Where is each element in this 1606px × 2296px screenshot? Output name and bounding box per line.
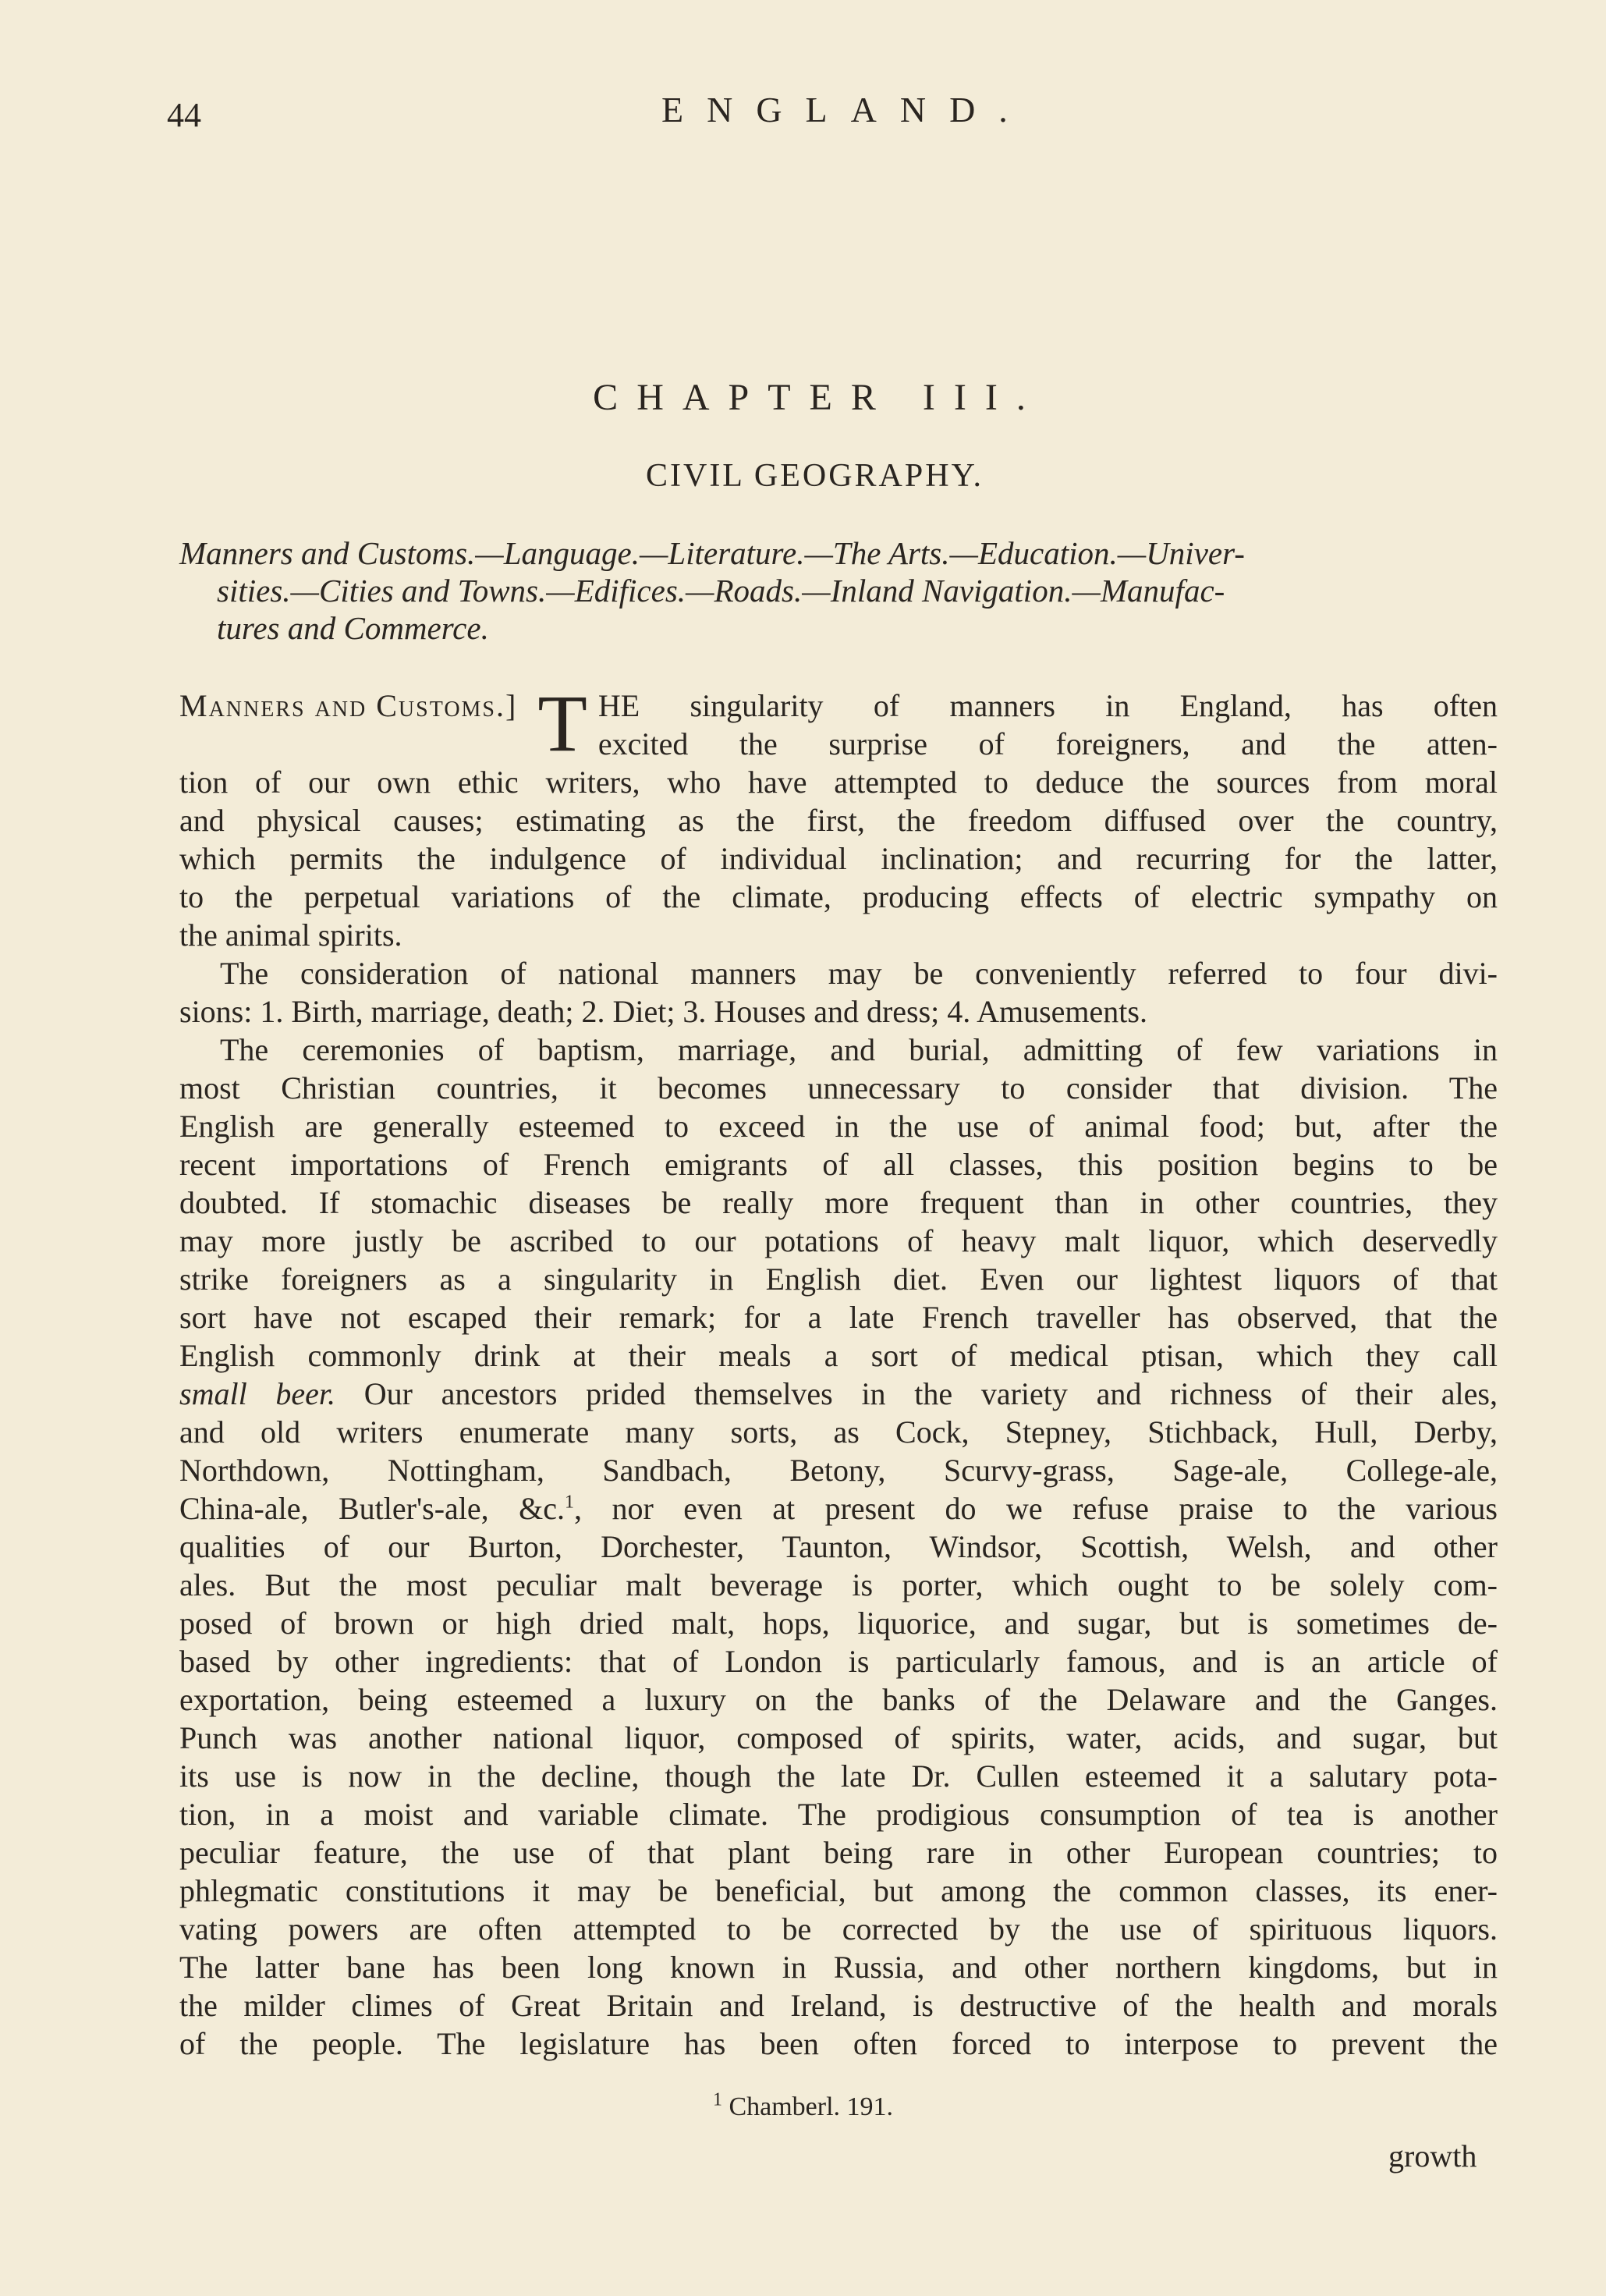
text-line: strike foreigners as a singularity in English diet. Even our lightest liquors of that [179,1262,1498,1297]
text-run: China-ale, Butler's-ale, &c. [179,1491,565,1526]
catchword: growth [1388,2138,1477,2174]
summary-line: Manners and Customs.—Language.—Literature.—The Arts.—Education.—Univer- [179,535,1245,571]
page-number: 44 [167,96,201,134]
running-head: ENGLAND. [661,90,1031,130]
footnote-reference: 1 [565,1492,574,1513]
text-line: peculiar feature, the use of that plant being rare in other European countries; to [179,1835,1498,1870]
text-line: of the people. The legislature has been often forced to interpose to prevent the [179,2026,1498,2061]
chapter-title: CIVIL GEOGRAPHY. [645,458,984,494]
text-line [179,1375,1498,1413]
text-line: HE singularity of manners in England, has often [597,688,1498,723]
text-line: based by other ingredients: that of London is particularly famous, and is an article of [179,1644,1498,1679]
section-sidehead: Manners and Customs.] [179,688,518,723]
italic-term: small beer. [179,1376,336,1411]
text-line: The consideration of national manners may be conveniently referred to four divi- [220,956,1498,991]
text-line: The latter bane has been long known in Russia, and other northern kingdoms, but in [179,1950,1498,1985]
body-text [179,679,1498,2063]
text-line: most Christian countries, it becomes unnecessary to consider that division. The [179,1070,1498,1105]
text-line: doubted. If stomachic diseases be really more frequent than in other countries, they [179,1185,1498,1220]
opening-paragraph [179,679,1498,954]
footnote-marker: 1 [712,2089,722,2110]
text-line: tion, in a moist and variable climate. The prodigious consumption of tea is another [179,1797,1498,1832]
summary-line: tures and Commerce. [217,610,489,646]
text-line: The ceremonies of baptism, marriage, and burial, admitting of few variations in [220,1032,1498,1067]
text-line: English commonly drink at their meals a sort of medical ptisan, which they call [179,1338,1498,1373]
text-line: recent importations of French emigrants of all classes, this position begins to be [179,1147,1498,1182]
text-line: posed of brown or high dried malt, hops, liquorice, and sugar, but is sometimes de- [179,1606,1498,1641]
text-run: , nor even at present do we refuse praise to the various [574,1491,1498,1526]
text-line: phlegmatic constitutions it may be beneficial, but among the common classes, its ener- [179,1873,1498,1908]
text-line: ales. But the most peculiar malt beverage is porter, which ought to be solely com- [179,1567,1498,1602]
text-line: which permits the indulgence of individual inclination; and recurring for the latter, [179,841,1498,876]
summary-line: sities.—Cities and Towns.—Edifices.—Roads.—Inland Navigation.—Manufac- [217,573,1225,609]
text-line: sions: 1. Birth, marriage, death; 2. Diet; 3. Houses and dress; 4. Amusements. [179,994,1147,1029]
text-line: Punch was another national liquor, composed of spirits, water, acids, and sugar, but [179,1720,1498,1755]
text-run: Our ancestors prided themselves in the variety and richness of their ales, [335,1376,1498,1411]
text-line: tion of our own ethic writers, who have attempted to deduce the sources from moral [179,765,1498,800]
footnote [0,2089,1606,2122]
text-line: English are generally esteemed to exceed in the use of animal food; but, after the [179,1109,1498,1144]
text-line: the animal spirits. [179,917,402,953]
footnote-text: Chamberl. 191. [729,2092,894,2121]
text-line: qualities of our Burton, Dorchester, Taunton, Windsor, Scottish, Welsh, and other [179,1529,1498,1564]
text-line: sort have not escaped their remark; for a late French traveller has observed, that the [179,1300,1498,1335]
chapter-heading: CHAPTER III. [593,377,1044,418]
text-line: may more justly be ascribed to our potations of heavy malt liquor, which deservedly [179,1223,1498,1258]
text-line: and old writers enumerate many sorts, as Cock, Stepney, Stichback, Hull, Derby, [179,1414,1498,1450]
text-line: the milder climes of Great Britain and Ireland, is destructive of the health and morals [179,1988,1498,2023]
text-line: its use is now in the decline, though the late Dr. Cullen esteemed it a salutary pota- [179,1758,1498,1794]
text-line: and physical causes; estimating as the first, the freedom diffused over the country, [179,803,1498,838]
text-line: excited the surprise of foreigners, and the atten- [597,726,1498,761]
text-line: to the perpetual variations of the climate, producing effects of electric sympathy on [179,879,1498,914]
text-line [179,1489,1498,1528]
text-line: Northdown, Nottingham, Sandbach, Betony, Scurvy-grass, Sage-ale, College-ale, [179,1453,1498,1488]
text-line: vating powers are often attempted to be corrected by the use of spirituous liquors. [179,1911,1498,1946]
text-line: exportation, being esteemed a luxury on the banks of the Delaware and the Ganges. [179,1682,1498,1717]
drop-cap: T [537,679,587,768]
chapter-summary [179,534,1490,647]
